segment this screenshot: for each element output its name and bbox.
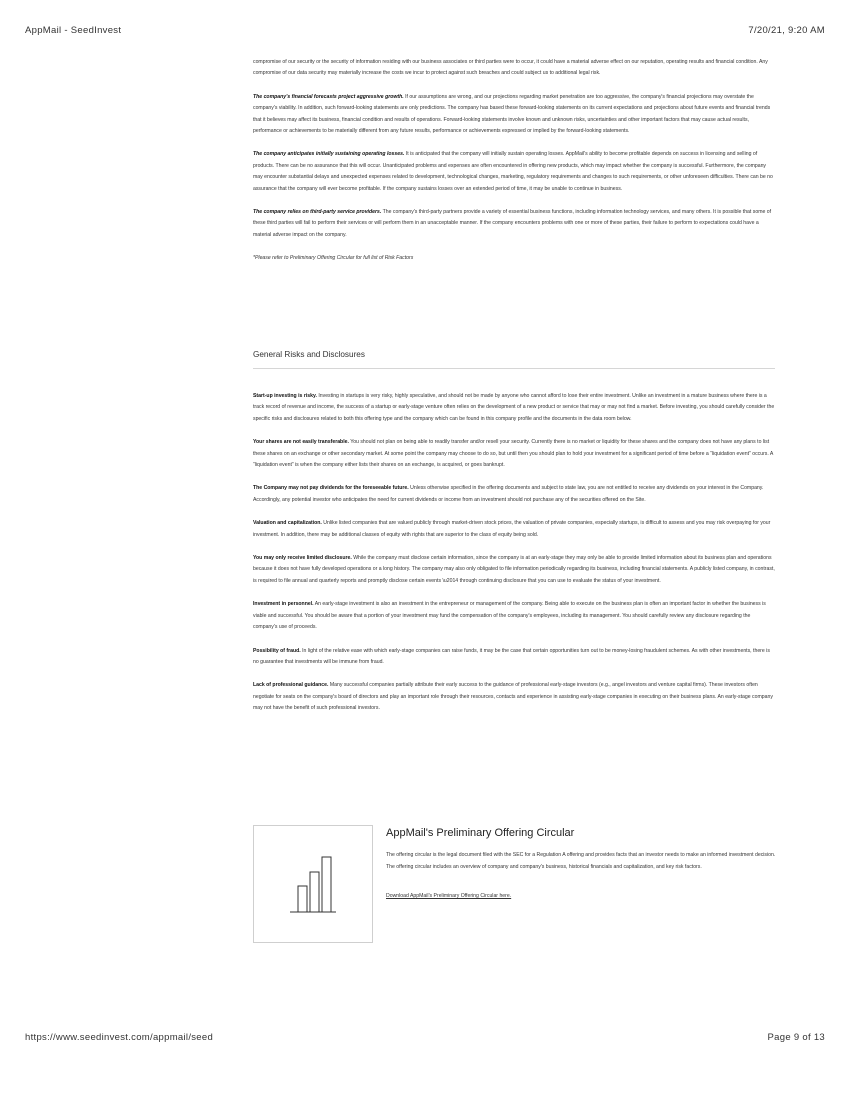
disclosure-body: Unlike listed companies that are valued publicly through market-driven stock prices, the valuation of private companies, especially startups, is difficult to assess and you may risk overpaying for your investment. In addition, there may be additional classes of equity with rights that are superior to the class of equity being sold.: [253, 520, 771, 538]
disclosure-body: While the company must disclose certain information, since the company is at an early-stage they may only be able to provide limited information about its business plan and operations because it does not have fully developed operations or a long history. The company may also only obligated to file information periodically regarding its business, including financial statements. A publicly listed company, in contrast, is required to file annual and quarterly reports and promptly disclose certain events \u2014 through continuing disclosure that you can use to evaluate the status of your investment.: [253, 555, 775, 584]
disclosure-heading: You may only receive limited disclosure.: [253, 555, 352, 562]
disclosure-paragraph: [253, 518, 775, 541]
general-risks-title: General Risks and Disclosures: [253, 350, 775, 369]
risk-heading: The company's financial forecasts project aggressive growth.: [253, 93, 404, 100]
bar-chart-icon-bar: [298, 886, 307, 912]
print-footer-page-number: Page 9 of 13: [767, 1032, 825, 1043]
disclosure-body: Many successful companies partially attribute their early success to the guidance of professional early-stage investors (e.g., angel investors and venture capital firms). These investors often negotiate for seats on the company's board of directors and play an important role through their resources, contacts and experience in assisting early-stage companies in executing on their business plans. An early-stage company may not have the benefit of such professional investors.: [253, 682, 773, 712]
disclosure-paragraph: [253, 646, 775, 669]
general-risks-section: [253, 391, 775, 727]
disclosure-paragraph: [253, 599, 775, 633]
risk-body: If our assumptions are wrong, and our projections regarding market penetration are too aggressive, the company's financial projections may overstate the company's viability. In addition, such forward-looking statements are only predictions. The company has based these forward-looking statements on its current expectations and projections about future events and financial trends that it believes may affect its business, financial condition and results of operations. Forward-looking statements involve known and unknown risks, uncertainties and other important factors that may cause actual results, performance or achievements to be materially different from any future results, performance or achievements expressed or implied by the forward-looking statements.: [253, 93, 771, 135]
disclosure-paragraph: [253, 437, 775, 471]
download-offering-circular-link[interactable]: Download AppMail's Preliminary Offering Circular here.: [386, 893, 512, 899]
print-header-title: AppMail - SeedInvest: [25, 25, 122, 36]
print-footer-url: https://www.seedinvest.com/appmail/seed: [25, 1032, 214, 1043]
risk-paragraph: [253, 149, 775, 195]
disclosure-paragraph: [253, 483, 775, 506]
disclosure-heading: Investment in personnel.: [253, 601, 314, 608]
disclosure-heading: Start-up investing is risky.: [253, 393, 317, 399]
disclosure-body: Investing in startups is very risky, highly speculative, and should not be made by anyone who cannot afford to lose their entire investment. Unlike an investment in a mature business where there is a track record of revenue and income, the success of a startup or early-stage venture often relies on the development of a new product or service that may or may not find a market. Before investing, you should carefully consider the specific risks and disclosures related to both this offering type and the company which can be found in this company profile and the documents in the data room below.: [253, 393, 775, 422]
disclosure-heading: Lack of professional guidance.: [253, 682, 329, 689]
disclosure-body: An early-stage investment is also an investment in the entrepreneur or management of the company. Being able to execute on the business plan is often an important factor in whether the business is viable and successful. You should be aware that a portion of your investment may fund the compensation of the company's employees, including its management. You should carefully review any disclosure regarding the company's use of proceeds.: [253, 601, 766, 631]
risk-paragraph: [253, 207, 775, 241]
disclosure-heading: Possibility of fraud.: [253, 647, 301, 654]
disclosure-heading: Your shares are not easily transferable.: [253, 439, 349, 446]
bar-chart-icon-bar: [322, 857, 331, 912]
risk-factors-note: *Please refer to Preliminary Offering Circular for full list of Risk Factors: [253, 255, 414, 262]
disclosure-paragraph: [253, 553, 775, 587]
risk-heading: The company anticipates initially sustaining operating losses.: [253, 151, 405, 158]
offering-circular-thumbnail[interactable]: [253, 825, 373, 943]
disclosure-body: Unless otherwise specified in the offering documents and subject to state law, you are not entitled to receive any dividends on your interest in the Company. Accordingly, any potential investor who anticipates the need for current dividends or income from an investment should not purchase any of the securities offered on the Site.: [253, 485, 764, 503]
risk-heading: The company relies on third-party service providers.: [253, 209, 382, 216]
print-header-datetime: 7/20/21, 9:20 AM: [748, 25, 825, 36]
risk-body: It is anticipated that the company will initially sustain operating losses. AppMail's ability to become profitable depends on success in licensing and selling of products. There can be no assurance that this will occur. Unanticipated problems and expenses are often encountered in offering new products, which may impact whether the company is successful. Furthermore, the company may encounter substantial delays and unexpected expenses related to development, technological changes, marketing, regulatory requirements and changes to such requirements, or other unforeseen difficulties. There can be no assurance that the company will ever become profitable. If the company sustains losses over an extended period of time, it may be unable to continue in business.: [253, 151, 773, 192]
disclosure-paragraph: [253, 391, 775, 425]
offering-circular-title: AppMail's Preliminary Offering Circular: [386, 827, 575, 839]
risk-intro-paragraph: compromise of our security or the security of information residing with our business associates or third parties were to occur, it could have a material adverse effect on our reputation, operating results and financial condition. Any compromise of our data security may materially increase the costs we incur to protect against such breaches and could subject us to additional legal risk.: [253, 59, 768, 77]
disclosure-body: In light of the relative ease with which early-stage companies can raise funds, it may be the case that certain opportunities turn out to be money-losing fraudulent schemes. As with other investments, there is no guarantee that investments will be immune from fraud.: [253, 647, 770, 665]
risk-paragraph: [253, 92, 775, 138]
disclosure-heading: The Company may not pay dividends for the foreseeable future.: [253, 485, 409, 492]
bar-chart-icon-bar: [310, 872, 319, 912]
offering-circular-description: The offering circular is the legal document filed with the SEC for a Regulation A offering and provides facts that an investor needs to make an informed investment decision. The offering circular includes an overview of company and company's business, historical financials and capitalization, and key risk factors.: [386, 852, 776, 870]
disclosure-paragraph: [253, 680, 775, 714]
disclosure-body: You should not plan on being able to readily transfer and/or resell your security. Currently there is no market or liquidity for these shares and the company does not have any plans to list these shares on an exchange or other secondary market. At some point the company may choose to do so, but until then you should plan to hold your investment for a significant period of time before a “liquidation event” occurs. A “liquidation event” is when the company either lists their shares on an exchange, is acquired, or goes bankrupt.: [253, 439, 774, 469]
bar-chart-icon: [254, 826, 374, 944]
risk-body: The company's third-party partners provide a variety of essential business functions, including information technology services, and many others. It is possible that some of these third parties will fail to perform their services or will perform them in an unacceptable manner. If the company encounters problems with one or more of these parties, their failure to perform to expectations could have a material adverse impact on the company.: [253, 209, 772, 238]
risk-factors-section: [253, 57, 775, 277]
disclosure-heading: Valuation and capitalization.: [253, 520, 322, 527]
